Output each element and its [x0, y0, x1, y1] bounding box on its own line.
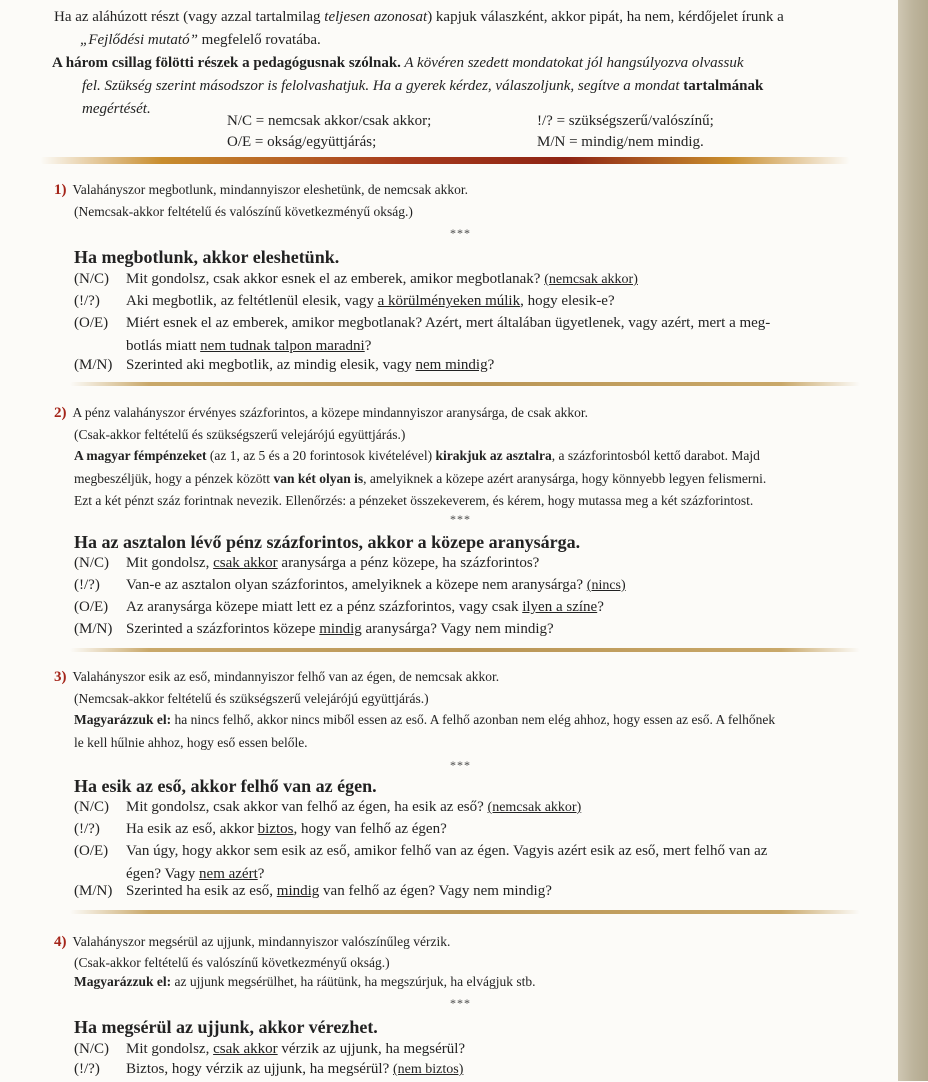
- section-rule: A pénz valahányszor érvényes százforintos, a közepe mindannyiszor aranysárga, de csak akkor.: [72, 405, 589, 420]
- question-text: Miért esnek el az emberek, amikor megbotlanak? Azért, mert általában ügyetlenek, vagy azért, mert a meg-: [126, 315, 771, 331]
- three-stars: ***: [450, 512, 471, 526]
- question-tag: (O/E): [74, 843, 109, 859]
- question-text: Van úgy, hogy akkor sem esik az eső, amikor felhő van az égen. Vagyis azért esik az eső, mert felhő van az: [126, 843, 768, 859]
- section-2-statement: Ha az asztalon lévő pénz százforintos, akkor a közepe aranysárga.: [74, 532, 581, 552]
- question-text: Szerinted ha esik az eső,: [126, 883, 277, 899]
- question-text: Szerinted a százforintos közepe: [126, 621, 320, 637]
- intro-line-1: [36, 6, 876, 29]
- question-tag: (!/?): [74, 293, 100, 309]
- question-text: , hogy elesik-e?: [520, 293, 615, 309]
- question-text: Szerinted aki megbotlik, az mindig elesik, vagy: [126, 357, 416, 373]
- section-1-heading: [54, 180, 468, 200]
- section-rule: Valahányszor megbotlunk, mindannyiszor eleshetünk, de nemcsak akkor.: [72, 182, 469, 197]
- para-text: Ezt a két pénzt száz forintnak nevezik. Ellenőrzés: a pénzeket összekeverem, és kérem, hogy mutassa meg a két százforintost.: [74, 493, 754, 508]
- legend-mn: M/N = mindig/nem mindig.: [537, 134, 704, 150]
- question-sv: [74, 1058, 874, 1082]
- question-text: aranysárga a pénz közepe, ha százforintos?: [277, 555, 540, 571]
- question-tag: (N/C): [74, 1041, 109, 1057]
- section-2-classification: (Csak-akkor feltételű és szükségszerű velejárójú együttjárás.): [74, 427, 406, 442]
- question-text: , hogy van felhő az égen?: [293, 821, 447, 837]
- three-stars: ***: [450, 758, 471, 772]
- question-tag: (M/N): [74, 621, 113, 637]
- question-mn: [74, 354, 874, 377]
- intro-line-4: [36, 75, 876, 98]
- question-nc: [74, 268, 874, 292]
- question-tag: (N/C): [74, 799, 109, 815]
- expected-answer: nem mindig: [415, 357, 488, 373]
- expected-answer: (nemcsak akkor): [544, 272, 638, 287]
- question-tag: (!/?): [74, 1061, 100, 1077]
- intro-emphasis: megértését.: [82, 101, 151, 117]
- section-4-heading: [54, 932, 450, 952]
- intro-line-3: [36, 52, 876, 75]
- expected-answer: a körülményeken múlik: [377, 293, 521, 309]
- question-tag: (M/N): [74, 883, 113, 899]
- question-tag: (N/C): [74, 555, 109, 571]
- expected-answer: nem azért: [199, 865, 258, 882]
- section-3-heading: [54, 667, 499, 687]
- question-text: ?: [597, 599, 604, 615]
- question-tag: (!/?): [74, 821, 100, 837]
- para-text: le kell hűlnie ahhoz, hogy eső essen belőle.: [74, 734, 308, 750]
- legend-oe: O/E = okság/együttjárás;: [227, 134, 377, 150]
- intro-emphasis: A kövéren szedett mondatokat jól hangsúlyozva olvassuk: [400, 55, 744, 71]
- bold-text: Magyarázzuk el:: [74, 712, 172, 727]
- question-mn: [74, 618, 874, 641]
- question-oe: [74, 312, 874, 357]
- section-divider: [40, 157, 850, 164]
- section-4-explanation: [74, 971, 874, 994]
- question-text: Az aranysárga közepe miatt lett ez a pénz százforintos, vagy csak: [126, 599, 523, 615]
- intro-emphasis: fel. Szükség szerint másodszor is felolvashatjuk. Ha a gyerek kérdez, válaszoljunk, segítve a mondat: [82, 78, 684, 94]
- section-divider: [70, 382, 860, 386]
- section-1-statement: Ha megbotlunk, akkor eleshetünk.: [74, 247, 340, 267]
- bold-text: kirakjuk az asztalra: [435, 448, 552, 463]
- three-stars: ***: [450, 226, 471, 240]
- section-2-explanation: [74, 445, 874, 513]
- question-text: aranysárga? Vagy nem mindig?: [361, 621, 554, 637]
- intro-bold: A három csillag fölötti részek a pedagógusnak szólnak.: [52, 55, 401, 71]
- question-nc: [74, 552, 874, 575]
- section-divider: [70, 910, 860, 914]
- question-sv: [74, 574, 874, 598]
- intro-text: ) kapjuk válaszként, akkor pipát, ha nem, kérdőjelet írunk a: [427, 9, 784, 25]
- question-text: Mit gondolsz,: [126, 555, 214, 571]
- section-number: 4): [54, 934, 67, 950]
- section-divider: [70, 648, 860, 652]
- three-stars: ***: [450, 996, 471, 1010]
- para-text: (az 1, az 5 és a 20 forintosok kivételével): [206, 448, 436, 463]
- question-text: botlás miatt: [126, 337, 201, 354]
- section-3-statement: Ha esik az eső, akkor felhő van az égen.: [74, 776, 377, 796]
- question-tag: (O/E): [74, 599, 109, 615]
- section-number: 3): [54, 669, 67, 685]
- bold-text: Magyarázzuk el:: [74, 974, 172, 989]
- expected-answer: (nemcsak akkor): [487, 800, 582, 815]
- intro-bold: tartalmának: [683, 78, 764, 94]
- expected-answer: ilyen a színe: [522, 599, 598, 615]
- section-2-heading: [54, 403, 588, 423]
- section-3-explanation: [74, 709, 874, 754]
- question-oe: [74, 840, 874, 885]
- bold-text: van két olyan is: [273, 470, 364, 486]
- intro-emphasis: „Fejlődési mutató”: [80, 32, 198, 48]
- section-rule: Valahányszor esik az eső, mindannyiszor felhő van az égen, de nemcsak akkor.: [72, 669, 500, 684]
- page-edge-band: [898, 0, 928, 1081]
- question-text: ?: [487, 357, 495, 373]
- section-3-classification: (Nemcsak-akkor feltételű és szükségszerű velejárójú együttjárás.): [74, 691, 429, 706]
- bold-text: A magyar fémpénzeket: [74, 448, 207, 463]
- legend-sv: !/? = szükségszerű/valószínű;: [537, 113, 714, 129]
- question-text: Mit gondolsz, csak akkor van felhő az égen, ha esik az eső?: [126, 799, 488, 815]
- legend: [227, 111, 767, 153]
- question-text: Mit gondolsz,: [126, 1041, 214, 1057]
- question-text: van felhő az égen? Vagy nem mindig?: [319, 883, 552, 899]
- para-text: ha nincs felhő, akkor nincs miből essen az eső. A felhő azonban nem elég ahhoz, hogy essen az eső. A felhőnek: [171, 712, 776, 727]
- instructions: [36, 6, 876, 121]
- question-sv: [74, 818, 874, 841]
- expected-answer: mindig: [276, 883, 320, 899]
- question-text: Van-e az asztalon olyan százforintos, amelyiknek a közepe nem aranysárga?: [126, 577, 587, 593]
- question-nc: [74, 796, 874, 820]
- question-oe: [74, 596, 874, 619]
- question-text: Ha esik az eső, akkor: [126, 821, 258, 837]
- question-text: ?: [364, 337, 372, 354]
- section-rule: Valahányszor megsérül az ujjunk, mindannyiszor valószínűleg vérzik.: [72, 934, 451, 949]
- intro-emphasis: teljesen azonosat: [324, 9, 428, 25]
- expected-answer: mindig: [319, 621, 362, 637]
- question-mn: [74, 880, 874, 903]
- question-sv: [74, 290, 874, 313]
- para-text: megbeszéljük, hogy a pénzek között: [74, 470, 274, 486]
- question-tag: (O/E): [74, 315, 109, 331]
- expected-answer: (nem biztos): [393, 1062, 464, 1077]
- expected-answer: nem tudnak talpon maradni: [200, 337, 365, 354]
- section-4-classification: (Csak-akkor feltételű és valószínű következményű okság.): [74, 955, 390, 970]
- question-text: vérzik az ujjunk, ha megsérül?: [277, 1041, 466, 1057]
- expected-answer: (nincs): [586, 578, 626, 593]
- section-number: 1): [54, 182, 67, 198]
- expected-answer: biztos: [257, 821, 294, 837]
- intro-text: Ha az aláhúzott részt (vagy azzal tartalmilag: [54, 9, 325, 25]
- expected-answer: csak akkor: [213, 555, 278, 571]
- question-tag: (!/?): [74, 577, 100, 593]
- legend-nc: N/C = nemcsak akkor/csak akkor;: [227, 113, 432, 129]
- expected-answer: csak akkor: [213, 1041, 278, 1057]
- question-text: ?: [257, 865, 265, 882]
- question-text: Biztos, hogy vérzik az ujjunk, ha megsérül?: [126, 1061, 394, 1077]
- para-text: , a százforintosból kettő darabot. Majd: [551, 448, 760, 463]
- question-tag: (N/C): [74, 271, 109, 287]
- section-number: 2): [54, 405, 67, 421]
- question-text: Aki megbotlik, az feltétlenül elesik, vagy: [126, 293, 378, 309]
- intro-text: megfelelő rovatába.: [197, 32, 321, 48]
- question-tag: (M/N): [74, 357, 113, 373]
- section-1-classification: (Nemcsak-akkor feltételű és valószínű következményű okság.): [74, 204, 413, 219]
- intro-line-2: [36, 29, 876, 52]
- section-4-statement: Ha megsérül az ujjunk, akkor vérezhet.: [74, 1017, 378, 1037]
- question-text: Mit gondolsz, csak akkor esnek el az emberek, amikor megbotlanak?: [126, 271, 545, 287]
- question-text: égen? Vagy: [126, 865, 200, 882]
- para-text: az ujjunk megsérülhet, ha ráütünk, ha megszúrjuk, ha elvágjuk stb.: [171, 974, 536, 989]
- para-text: , amelyiknek a közepe azért aranysárga, hogy könnyebb legyen felismerni.: [363, 470, 767, 486]
